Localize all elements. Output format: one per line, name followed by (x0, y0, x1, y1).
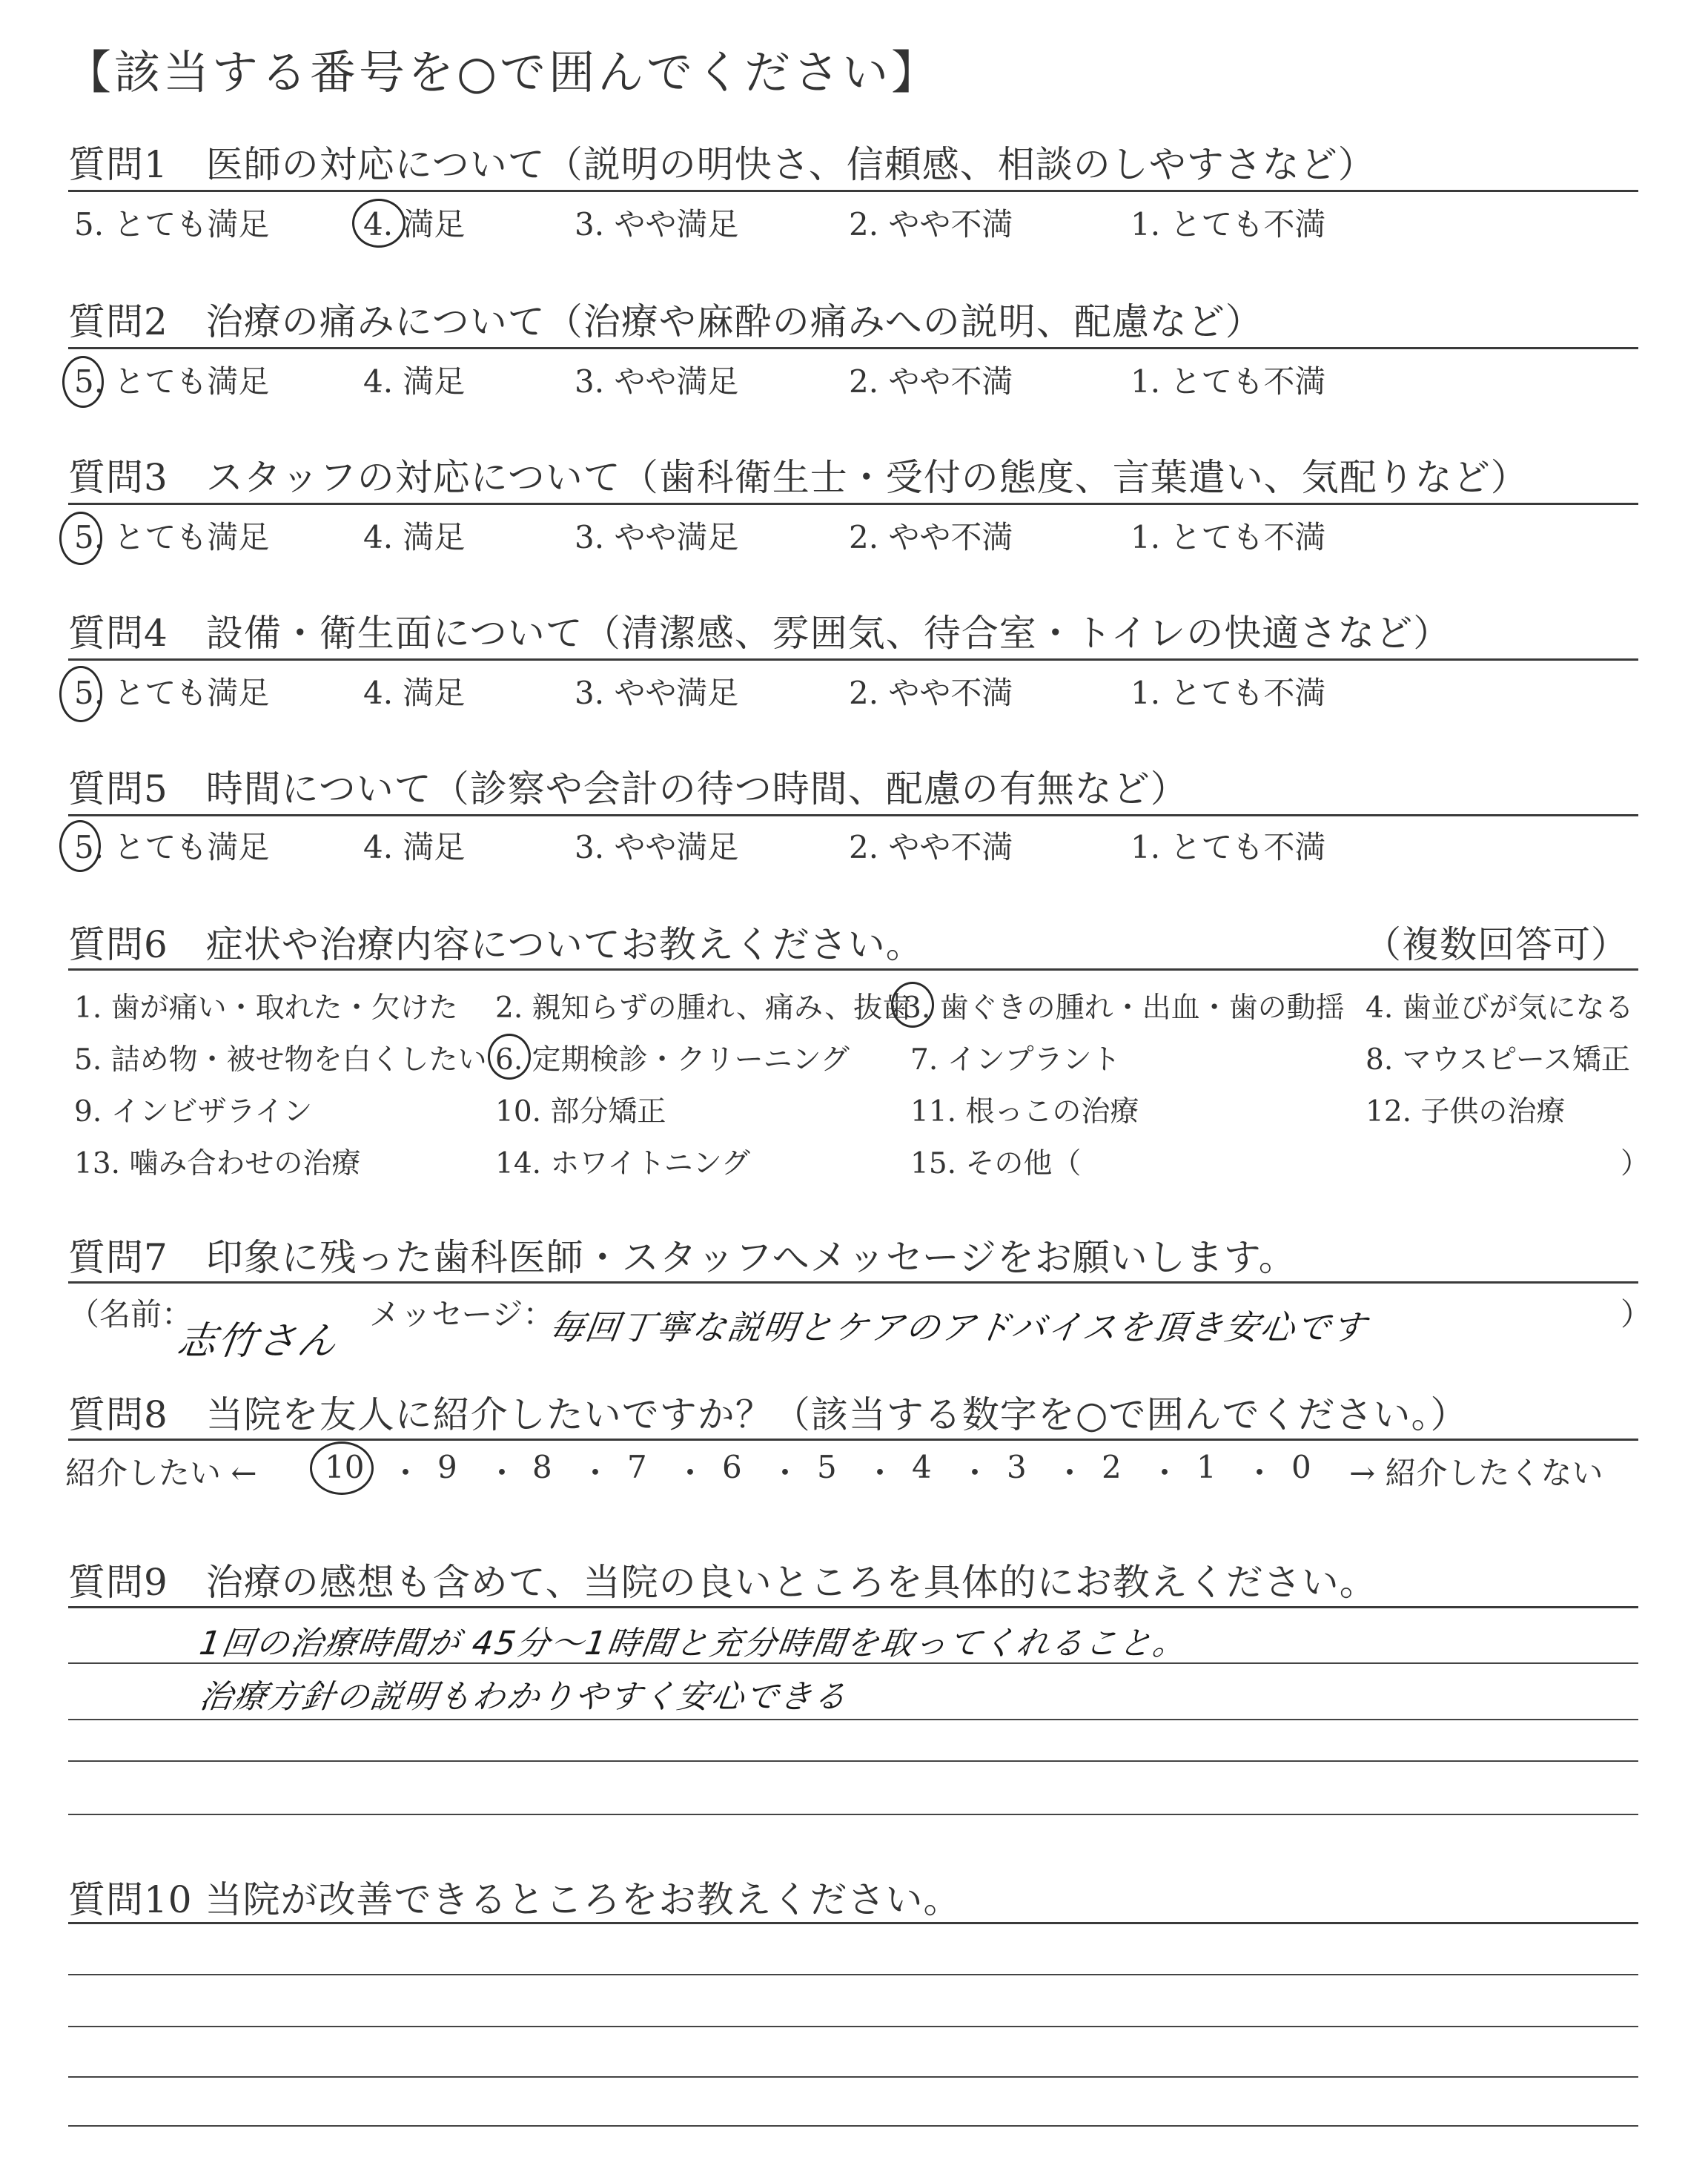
scale-4[interactable]: 4 (912, 1449, 932, 1485)
scale-8[interactable]: 8 (532, 1449, 552, 1485)
scale-0[interactable]: 0 (1291, 1449, 1311, 1485)
selection-circle (59, 666, 102, 722)
question-title: 質問9 治療の感想も含めて、当院の良いところを具体的にお教えください。 (68, 1561, 1377, 1604)
recommend-label: 紹介したい ← (65, 1455, 257, 1491)
option-5[interactable]: 5. とても満足 (74, 829, 270, 865)
divider (68, 968, 1638, 971)
scale-dot: ・ (1244, 1455, 1276, 1491)
option-1[interactable]: 1. とても不満 (1131, 363, 1326, 400)
q6-option-8[interactable]: 8. マウスピース矯正 (1366, 1043, 1630, 1077)
scale-dot: ・ (675, 1455, 706, 1491)
divider (68, 658, 1638, 661)
q6-option-9[interactable]: 9. インビザライン (74, 1095, 313, 1129)
other-close-paren: ） (1621, 1147, 1650, 1180)
q6-option-5[interactable]: 5. 詰め物・被せ物を白くしたい (74, 1043, 487, 1077)
divider (68, 814, 1638, 816)
option-4[interactable]: 4. 満足 (363, 829, 466, 865)
writing-line (68, 1760, 1638, 1762)
scale-dot: ・ (864, 1455, 896, 1491)
selection-circle (62, 356, 104, 408)
q6-option-14[interactable]: 14. ホワイトニング (495, 1147, 750, 1180)
option-2[interactable]: 2. やや不満 (849, 519, 1013, 555)
q6-option-1[interactable]: 1. 歯が痛い・取れた・欠けた (74, 991, 458, 1025)
option-4[interactable]: 4. 満足 (363, 363, 466, 400)
scale-7[interactable]: 7 (627, 1449, 647, 1485)
question-title: 質問7 印象に残った歯科医師・スタッフへメッセージをお願いします。 (68, 1236, 1297, 1279)
question-title: 質問8 当院を友人に紹介したいですか？（該当する数字を○で囲んでください。） (68, 1393, 1469, 1436)
option-5[interactable]: 5. とても満足 (74, 363, 270, 400)
option-5[interactable]: 5. とても満足 (74, 519, 270, 555)
name-value[interactable]: 志竹さん (174, 1319, 341, 1364)
q6-option-15[interactable]: 15. その他（ (910, 1147, 1082, 1180)
selection-circle (352, 199, 406, 248)
option-1[interactable]: 1. とても不満 (1131, 675, 1326, 711)
scale-1[interactable]: 1 (1196, 1449, 1217, 1485)
question-title: 質問10 当院が改善できるところをお教えください。 (68, 1878, 961, 1921)
option-5[interactable]: 5. とても満足 (74, 206, 270, 242)
divider (68, 1281, 1638, 1284)
message-close-paren: ） (1621, 1296, 1652, 1332)
option-2[interactable]: 2. やや不満 (849, 829, 1013, 865)
message-value[interactable]: 毎回丁寧な説明とケアのアドバイスを頂き安心です (546, 1307, 1370, 1347)
q6-option-11[interactable]: 11. 根っこの治療 (910, 1095, 1139, 1129)
not-recommend-label: → 紹介したくない (1349, 1455, 1603, 1491)
option-3[interactable]: 3. やや満足 (575, 829, 739, 865)
question-title: 質問4 設備・衛生面について（清潔感、雰囲気、待合室・トイレの快適さなど） (68, 612, 1452, 655)
q6-option-6[interactable]: 6. 定期検診・クリーニング (495, 1043, 850, 1077)
option-4[interactable]: 4. 満足 (363, 206, 466, 242)
writing-line (68, 1719, 1638, 1720)
answer-line-1[interactable]: 1回の治療時間が 45分〜1時間と充分時間を取ってくれること。 (196, 1625, 1190, 1662)
divider (68, 190, 1638, 192)
scale-dot: ・ (1149, 1455, 1181, 1491)
divider (68, 503, 1638, 505)
scale-10[interactable]: 10 (325, 1449, 365, 1485)
answer-line-2[interactable]: 治療方針の説明もわかりやすく安心できる (196, 1678, 850, 1716)
question-title: 質問3 スタッフの対応について（歯科衛生士・受付の態度、言葉遣い、気配りなど） (68, 456, 1529, 499)
scale-dot: ・ (486, 1455, 518, 1491)
option-3[interactable]: 3. やや満足 (575, 519, 739, 555)
option-3[interactable]: 3. やや満足 (575, 363, 739, 400)
scale-9[interactable]: 9 (437, 1449, 457, 1485)
multiple-answer-note: （複数回答可） (1364, 923, 1629, 966)
scale-6[interactable]: 6 (722, 1449, 742, 1485)
scale-dot: ・ (580, 1455, 612, 1491)
q6-option-2[interactable]: 2. 親知らずの腫れ、痛み、抜歯 (495, 991, 912, 1025)
writing-line (68, 2125, 1638, 2127)
name-label: （名前： (68, 1296, 193, 1332)
divider (68, 1922, 1638, 1924)
question-title: 質問1 医師の対応について（説明の明快さ、信頼感、相談のしやすさなど） (68, 143, 1376, 186)
q6-option-4[interactable]: 4. 歯並びが気になる (1366, 991, 1634, 1025)
selection-circle (59, 512, 102, 565)
divider (68, 1439, 1638, 1441)
option-1[interactable]: 1. とても不満 (1131, 829, 1326, 865)
question-title: 質問2 治療の痛みについて（治療や麻酔の痛みへの説明、配慮など） (68, 300, 1263, 343)
divider (68, 347, 1638, 349)
question-title: 質問6 症状や治療内容についてお教えください。 (68, 923, 924, 966)
option-4[interactable]: 4. 満足 (363, 519, 466, 555)
q6-option-3[interactable]: 3. 歯ぐきの腫れ・出血・歯の動揺 (903, 991, 1345, 1025)
selection-circle (59, 820, 101, 872)
option-5[interactable]: 5. とても満足 (74, 675, 270, 711)
question-title: 質問5 時間について（診察や会計の待つ時間、配慮の有無など） (68, 767, 1188, 810)
scale-dot: ・ (959, 1455, 991, 1491)
scale-dot: ・ (390, 1455, 422, 1491)
divider (68, 1606, 1638, 1608)
option-2[interactable]: 2. やや不満 (849, 675, 1013, 711)
selection-circle (488, 1034, 531, 1080)
writing-line (68, 2026, 1638, 2027)
q6-option-7[interactable]: 7. インプラント (910, 1043, 1121, 1077)
scale-3[interactable]: 3 (1007, 1449, 1027, 1485)
q6-option-12[interactable]: 12. 子供の治療 (1366, 1095, 1566, 1129)
option-4[interactable]: 4. 満足 (363, 675, 466, 711)
writing-line (68, 1662, 1638, 1664)
option-1[interactable]: 1. とても不満 (1131, 206, 1326, 242)
option-1[interactable]: 1. とても不満 (1131, 519, 1326, 555)
selection-circle (310, 1441, 374, 1495)
option-3[interactable]: 3. やや満足 (575, 206, 739, 242)
page-heading: 【該当する番号を○で囲んでください】 (65, 45, 941, 99)
q6-option-13[interactable]: 13. 噛み合わせの治療 (74, 1147, 361, 1180)
writing-line (68, 1974, 1638, 1975)
q6-option-10[interactable]: 10. 部分矯正 (495, 1095, 666, 1129)
selection-circle (891, 982, 934, 1028)
message-label: メッセージ： (369, 1296, 555, 1332)
scale-dot: ・ (1054, 1455, 1086, 1491)
scale-2[interactable]: 2 (1102, 1449, 1122, 1485)
option-2[interactable]: 2. やや不満 (849, 363, 1013, 400)
scale-dot: ・ (769, 1455, 801, 1491)
writing-line (68, 1814, 1638, 1815)
writing-line (68, 2076, 1638, 2078)
option-2[interactable]: 2. やや不満 (849, 206, 1013, 242)
scale-5[interactable]: 5 (817, 1449, 837, 1485)
option-3[interactable]: 3. やや満足 (575, 675, 739, 711)
